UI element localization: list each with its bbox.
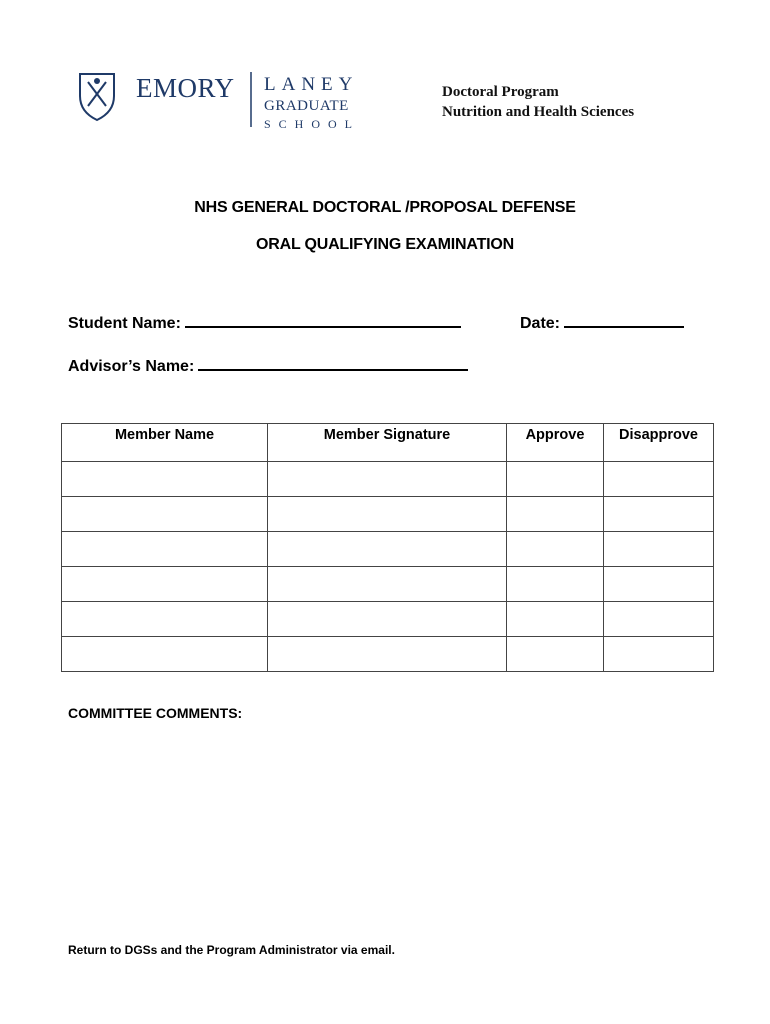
member-name-cell[interactable] — [62, 567, 268, 602]
logo-graduate-text: GRADUATE — [264, 98, 349, 114]
approve-cell[interactable] — [507, 462, 604, 497]
member-name-cell[interactable] — [62, 637, 268, 672]
disapprove-cell[interactable] — [604, 532, 714, 567]
member-signature-cell[interactable] — [268, 497, 507, 532]
program-line-1: Doctoral Program — [442, 84, 559, 100]
member-name-cell[interactable] — [62, 497, 268, 532]
table-row — [62, 567, 714, 602]
header-disapprove: Disapprove — [604, 424, 714, 462]
committee-members-table — [61, 423, 714, 672]
disapprove-cell[interactable] — [604, 462, 714, 497]
approve-cell[interactable] — [507, 637, 604, 672]
table-row — [62, 637, 714, 672]
table-row — [62, 532, 714, 567]
advisor-name-field — [68, 354, 468, 376]
member-signature-cell[interactable] — [268, 602, 507, 637]
shield-torch-icon — [80, 74, 114, 120]
disapprove-cell[interactable] — [604, 602, 714, 637]
advisor-name-label: Advisor’s Name: — [68, 358, 195, 375]
emory-laney-logo — [78, 70, 378, 132]
program-info — [442, 82, 634, 122]
committee-comments-label: COMMITTEE COMMENTS: — [68, 705, 243, 721]
date-field — [520, 311, 684, 333]
member-name-cell[interactable] — [62, 462, 268, 497]
disapprove-cell[interactable] — [604, 637, 714, 672]
student-name-field — [68, 311, 461, 333]
header-member-signature: Member Signature — [268, 424, 507, 462]
form-title-line-1: NHS GENERAL DOCTORAL /PROPOSAL DEFENSE — [194, 199, 576, 216]
logo-emory-text: EMORY — [136, 73, 235, 103]
member-name-cell[interactable] — [62, 602, 268, 637]
approve-cell[interactable] — [507, 497, 604, 532]
date-blank[interactable] — [564, 311, 684, 328]
disapprove-cell[interactable] — [604, 497, 714, 532]
date-label: Date: — [520, 315, 561, 332]
student-name-label: Student Name: — [68, 315, 181, 332]
table-row — [62, 462, 714, 497]
form-title-line-2: ORAL QUALIFYING EXAMINATION — [255, 236, 514, 253]
table-row — [62, 602, 714, 637]
logo-school-text: SCHOOL — [264, 117, 361, 131]
disapprove-cell[interactable] — [604, 567, 714, 602]
program-line-2: Nutrition and Health Sciences — [442, 104, 635, 120]
student-name-blank[interactable] — [185, 311, 461, 328]
approve-cell[interactable] — [507, 602, 604, 637]
member-signature-cell[interactable] — [268, 637, 507, 672]
footer-note: Return to DGSs and the Program Administrator via email. — [68, 943, 395, 957]
table-header-row — [62, 424, 714, 462]
logo-laney-text: LANEY — [264, 74, 359, 95]
member-name-cell[interactable] — [62, 532, 268, 567]
table-row — [62, 497, 714, 532]
advisor-name-blank[interactable] — [198, 354, 468, 371]
member-signature-cell[interactable] — [268, 462, 507, 497]
header-member-name: Member Name — [62, 424, 268, 462]
member-signature-cell[interactable] — [268, 567, 507, 602]
approve-cell[interactable] — [507, 567, 604, 602]
member-signature-cell[interactable] — [268, 532, 507, 567]
header-approve: Approve — [507, 424, 604, 462]
approve-cell[interactable] — [507, 532, 604, 567]
